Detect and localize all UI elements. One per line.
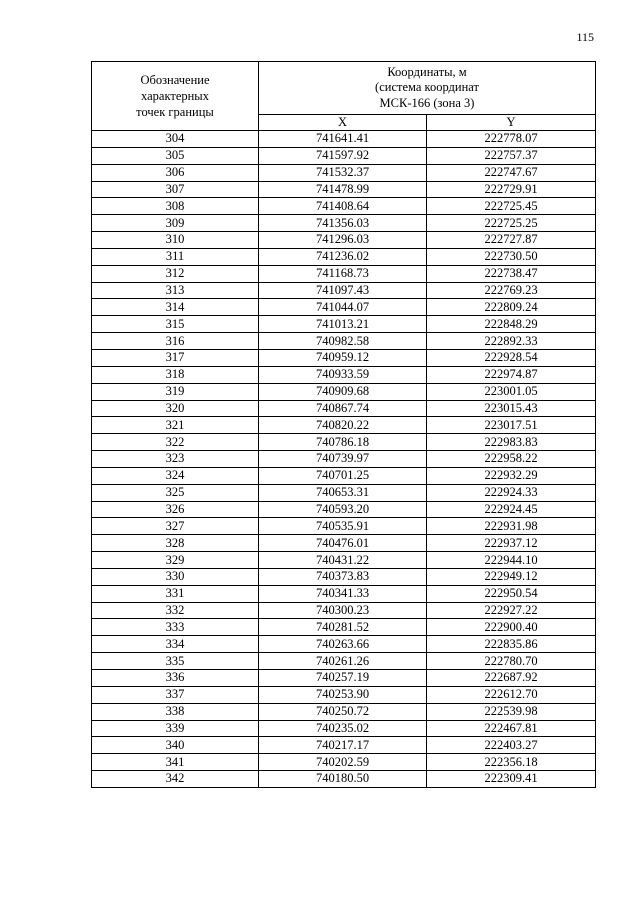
point-cell: 312: [92, 265, 259, 282]
y-cell: 222931.98: [427, 518, 596, 535]
x-cell: 740261.26: [259, 653, 427, 670]
y-cell: 222769.23: [427, 282, 596, 299]
y-cell: 222727.87: [427, 232, 596, 249]
table-row: [92, 467, 596, 484]
y-cell: 222983.83: [427, 434, 596, 451]
coordinates-header-line: МСК-166 (зона 3): [379, 95, 475, 110]
table-row: [92, 602, 596, 619]
x-cell: 740982.58: [259, 333, 427, 350]
table-row: [92, 265, 596, 282]
x-cell: 741408.64: [259, 198, 427, 215]
table-row: [92, 451, 596, 468]
table-row: [92, 434, 596, 451]
y-cell: 222403.27: [427, 737, 596, 754]
x-cell: 740820.22: [259, 417, 427, 434]
y-cell: 222892.33: [427, 333, 596, 350]
x-cell: 741097.43: [259, 282, 427, 299]
table-row: [92, 282, 596, 299]
coordinates-header: [259, 62, 596, 115]
point-cell: 330: [92, 568, 259, 585]
y-cell: 222937.12: [427, 535, 596, 552]
x-cell: 740701.25: [259, 467, 427, 484]
x-cell: 740341.33: [259, 585, 427, 602]
table-row: [92, 232, 596, 249]
table-row: [92, 619, 596, 636]
table-row: [92, 703, 596, 720]
y-cell: 222835.86: [427, 636, 596, 653]
y-cell: 222928.54: [427, 349, 596, 366]
y-cell: 222467.81: [427, 720, 596, 737]
coordinates-table: [91, 61, 596, 788]
y-cell: 222809.24: [427, 299, 596, 316]
table-row: [92, 417, 596, 434]
table-row: [92, 299, 596, 316]
point-cell: 320: [92, 400, 259, 417]
point-cell: 307: [92, 181, 259, 198]
point-cell: 318: [92, 366, 259, 383]
table-row: [92, 349, 596, 366]
y-cell: 222924.33: [427, 484, 596, 501]
x-cell: 740431.22: [259, 552, 427, 569]
y-cell: 222900.40: [427, 619, 596, 636]
y-cell: 222848.29: [427, 316, 596, 333]
x-cell: 740476.01: [259, 535, 427, 552]
point-cell: 306: [92, 164, 259, 181]
y-cell: 222747.67: [427, 164, 596, 181]
point-cell: 323: [92, 451, 259, 468]
table-row: [92, 198, 596, 215]
table-row: [92, 333, 596, 350]
y-cell: 222949.12: [427, 568, 596, 585]
table-row: [92, 670, 596, 687]
table-row: [92, 636, 596, 653]
table-row: [92, 535, 596, 552]
table-row: [92, 248, 596, 265]
y-cell: 222729.91: [427, 181, 596, 198]
x-cell: 740235.02: [259, 720, 427, 737]
table-row: [92, 181, 596, 198]
table-row: [92, 131, 596, 148]
table-row: [92, 754, 596, 771]
y-cell: 222539.98: [427, 703, 596, 720]
x-cell: 740909.68: [259, 383, 427, 400]
table-row: [92, 653, 596, 670]
y-cell: 223017.51: [427, 417, 596, 434]
y-cell: 222612.70: [427, 686, 596, 703]
point-cell: 329: [92, 552, 259, 569]
points-header-line: характерных: [141, 89, 209, 103]
y-cell: 222309.41: [427, 771, 596, 788]
point-cell: 322: [92, 434, 259, 451]
x-cell: 740933.59: [259, 366, 427, 383]
table-row: [92, 518, 596, 535]
y-cell: 222780.70: [427, 653, 596, 670]
x-cell: 741597.92: [259, 147, 427, 164]
point-cell: 304: [92, 131, 259, 148]
point-cell: 337: [92, 686, 259, 703]
x-cell: 740786.18: [259, 434, 427, 451]
x-cell: 740281.52: [259, 619, 427, 636]
x-cell: 740373.83: [259, 568, 427, 585]
table-row: [92, 568, 596, 585]
point-cell: 326: [92, 501, 259, 518]
point-cell: 336: [92, 670, 259, 687]
y-cell: 222757.37: [427, 147, 596, 164]
table-row: [92, 215, 596, 232]
points-header-line: точек границы: [136, 105, 214, 119]
point-cell: 321: [92, 417, 259, 434]
y-cell: 222927.22: [427, 602, 596, 619]
point-cell: 331: [92, 585, 259, 602]
point-cell: 335: [92, 653, 259, 670]
y-cell: 222944.10: [427, 552, 596, 569]
table-row: [92, 147, 596, 164]
point-cell: 310: [92, 232, 259, 249]
y-cell: 222356.18: [427, 754, 596, 771]
point-cell: 317: [92, 349, 259, 366]
point-cell: 334: [92, 636, 259, 653]
y-cell: 222778.07: [427, 131, 596, 148]
coordinates-header-line: Координаты, м: [387, 64, 467, 79]
point-cell: 311: [92, 248, 259, 265]
point-cell: 319: [92, 383, 259, 400]
point-cell: 325: [92, 484, 259, 501]
coordinates-header-line: (система координат: [375, 80, 479, 95]
x-cell: 741013.21: [259, 316, 427, 333]
x-cell: 740300.23: [259, 602, 427, 619]
point-cell: 341: [92, 754, 259, 771]
point-cell: 333: [92, 619, 259, 636]
table-body: [92, 131, 596, 788]
x-column-header: X: [259, 115, 427, 131]
table-row: [92, 164, 596, 181]
x-cell: 740263.66: [259, 636, 427, 653]
y-cell: 223015.43: [427, 400, 596, 417]
y-cell: 222932.29: [427, 467, 596, 484]
x-cell: 740653.31: [259, 484, 427, 501]
table-row: [92, 316, 596, 333]
point-cell: 315: [92, 316, 259, 333]
x-cell: 740257.19: [259, 670, 427, 687]
table-row: [92, 737, 596, 754]
x-cell: 741641.41: [259, 131, 427, 148]
x-cell: 740535.91: [259, 518, 427, 535]
point-cell: 324: [92, 467, 259, 484]
point-cell: 338: [92, 703, 259, 720]
points-header-line: Обозначение: [140, 73, 210, 87]
point-cell: 314: [92, 299, 259, 316]
y-cell: 222974.87: [427, 366, 596, 383]
y-cell: 222725.45: [427, 198, 596, 215]
point-cell: 328: [92, 535, 259, 552]
y-cell: 222730.50: [427, 248, 596, 265]
x-cell: 740202.59: [259, 754, 427, 771]
x-cell: 741532.37: [259, 164, 427, 181]
y-cell: 222725.25: [427, 215, 596, 232]
x-cell: 741356.03: [259, 215, 427, 232]
x-cell: 740217.17: [259, 737, 427, 754]
point-cell: 332: [92, 602, 259, 619]
point-cell: 342: [92, 771, 259, 788]
x-cell: 740867.74: [259, 400, 427, 417]
point-cell: 327: [92, 518, 259, 535]
table-row: [92, 400, 596, 417]
point-cell: 340: [92, 737, 259, 754]
table-row: [92, 501, 596, 518]
x-cell: 740250.72: [259, 703, 427, 720]
table-row: [92, 720, 596, 737]
x-cell: 741296.03: [259, 232, 427, 249]
table-row: [92, 383, 596, 400]
x-cell: 740253.90: [259, 686, 427, 703]
x-cell: 740739.97: [259, 451, 427, 468]
x-cell: 740593.20: [259, 501, 427, 518]
x-cell: 741044.07: [259, 299, 427, 316]
points-header: [92, 62, 259, 131]
y-column-header: Y: [427, 115, 596, 131]
y-cell: 223001.05: [427, 383, 596, 400]
table-row: [92, 552, 596, 569]
point-cell: 308: [92, 198, 259, 215]
point-cell: 339: [92, 720, 259, 737]
y-cell: 222950.54: [427, 585, 596, 602]
page-number: 115: [576, 30, 594, 44]
y-cell: 222687.92: [427, 670, 596, 687]
x-cell: 741478.99: [259, 181, 427, 198]
x-cell: 741236.02: [259, 248, 427, 265]
table-row: [92, 366, 596, 383]
point-cell: 309: [92, 215, 259, 232]
x-cell: 741168.73: [259, 265, 427, 282]
point-cell: 316: [92, 333, 259, 350]
point-cell: 313: [92, 282, 259, 299]
table-row: [92, 771, 596, 788]
table-row: [92, 585, 596, 602]
x-cell: 740180.50: [259, 771, 427, 788]
y-cell: 222738.47: [427, 265, 596, 282]
y-cell: 222958.22: [427, 451, 596, 468]
table-row: [92, 686, 596, 703]
table-row: [92, 484, 596, 501]
x-cell: 740959.12: [259, 349, 427, 366]
y-cell: 222924.45: [427, 501, 596, 518]
point-cell: 305: [92, 147, 259, 164]
